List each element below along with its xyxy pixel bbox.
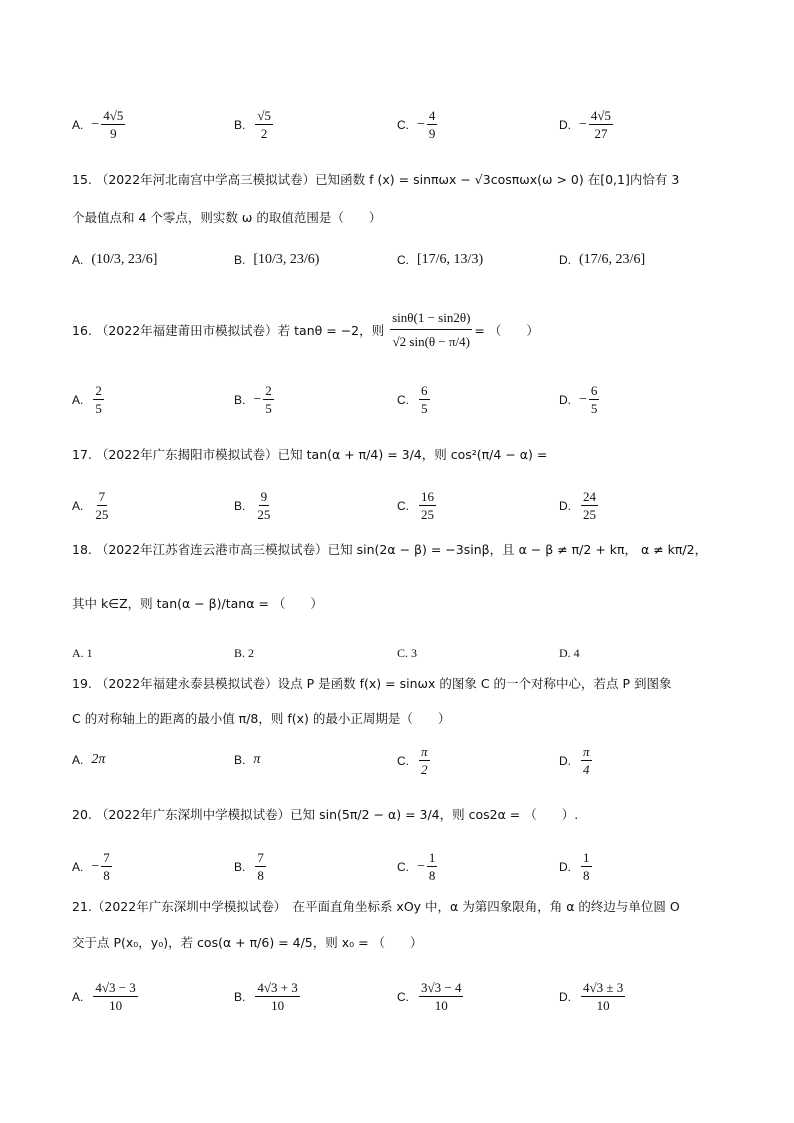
q14-option-b[interactable] <box>234 108 275 141</box>
fraction: $\frac{16}{25}$ <box>421 489 434 522</box>
fraction: $\frac{3√3 - 4}{10}$ <box>421 980 462 1013</box>
option-label: D. <box>559 498 571 513</box>
q20-option-c[interactable]: C. − $\frac{1}{8}$ <box>397 850 436 883</box>
option-label: D. <box>559 392 571 407</box>
q14-option-d[interactable]: D. − $\frac{4√5}{27}$ <box>559 108 612 141</box>
q21-option-a[interactable] <box>72 980 140 1013</box>
fraction: $\frac{4√5}{9}$ <box>103 108 124 141</box>
q15-stem-line2: 个最值点和 4 个零点，则实数 ω 的取值范围是（ ） <box>72 210 382 225</box>
fraction: $\frac{9}{25}$ <box>257 489 271 522</box>
q15-option-c[interactable]: C. [17/6, 13/3) <box>397 252 484 267</box>
q19-option-b[interactable]: B. π <box>234 752 261 767</box>
q17-option-a[interactable] <box>72 489 112 522</box>
q14-option-c[interactable]: C. − $\frac{4}{9}$ <box>397 108 436 141</box>
fraction: $\frac{7}{25}$ <box>95 489 109 522</box>
q18-option-c[interactable]: C. 3 <box>397 646 418 660</box>
fraction: $\frac{4√3 - 3}{10}$ <box>95 980 136 1013</box>
option-label: B. <box>234 253 246 267</box>
q20-option-b[interactable] <box>234 850 268 883</box>
q19-option-d[interactable] <box>559 744 594 777</box>
option-label: C. <box>397 989 409 1004</box>
q21-stem-line2: 交于点 P(x₀，y₀)，若 cos(α + π/6) = 4/5，则 x₀ = （ ） <box>72 935 423 950</box>
option-label: B. <box>234 392 246 407</box>
q19-option-c[interactable] <box>397 744 432 777</box>
option-label: C. <box>397 753 409 768</box>
option-label: D. <box>559 253 571 267</box>
q15-option-a[interactable]: A. (10/3, 23/6] <box>72 252 158 267</box>
fraction: $\frac{\pi}{4}$ <box>583 744 590 777</box>
fraction: $\frac{7}{8}$ <box>103 850 110 883</box>
option-label: D. <box>559 753 571 768</box>
q18-stem-line1: 18. （2022年江苏省连云港市高三模拟试卷）已知 sin(2α − β) = −3sinβ，且 α − β ≠ π/2 + kπ， α ≠ kπ/2， <box>72 542 708 557</box>
q19-stem-line1: 19. （2022年福建永泰县模拟试卷）设点 P 是函数 f(x) = sinωx 的图象 C 的一个对称中心，若点 P 到图象 <box>72 676 672 691</box>
q16-option-d[interactable]: D. − $\frac{6}{5}$ <box>559 383 598 416</box>
option-label: A. <box>72 392 84 407</box>
option-label: D. <box>559 989 571 1004</box>
fraction: $\frac{2}{5}$ <box>95 383 102 416</box>
fraction: $\frac{1}{8}$ <box>583 850 590 883</box>
q15-stem-line1: 15. （2022年河北南宫中学高三模拟试卷）已知函数 f (x) = sinπωx − √3cosπωx(ω > 0) 在[0,1]内恰有 3 <box>72 172 680 187</box>
option-label: A. <box>72 253 84 267</box>
option-label: B. <box>234 859 246 874</box>
q20-option-a[interactable]: A. − $\frac{7}{8}$ <box>72 850 110 883</box>
q20-stem: 20. （2022年广东深圳中学模拟试卷）已知 sin(5π/2 − α) = 3/4，则 cos2α = （ ）. <box>72 807 579 822</box>
fraction: $\frac{7}{8}$ <box>257 850 264 883</box>
option-label: A. <box>72 117 84 132</box>
option-label: A. <box>72 989 84 1004</box>
option-label: B. <box>234 989 246 1004</box>
q16-stem: 16. （2022年福建莆田市模拟试卷）若 tanθ = −2，则 $\frac{\sin\theta(1 - \sin 2\theta)}{√2 \sin(\theta - \pi/4)}$ = （ ） <box>72 310 539 349</box>
option-label: A. <box>72 859 84 874</box>
fraction: $\frac{6}{5}$ <box>590 383 598 416</box>
q17-option-c[interactable] <box>397 489 438 522</box>
q16-expression: $\frac{\sin\theta(1 - \sin 2\theta)}{√2 \sin(\theta - \pi/4)}$ <box>392 310 471 349</box>
q14-option-a[interactable]: A. − $\frac{4√5}{9}$ <box>72 108 124 141</box>
q19-option-a[interactable]: A. 2π <box>72 752 106 767</box>
fraction: $\frac{√5}{2}$ <box>257 108 271 141</box>
fraction: $\frac{4}{9}$ <box>428 108 436 141</box>
q17-stem: 17. （2022年广东揭阳市模拟试卷）已知 tan(α + π/4) = 3/4，则 cos²(π/4 − α) = <box>72 447 548 462</box>
q15-option-b[interactable]: B. [10/3, 23/6) <box>234 252 320 267</box>
q21-stem-line1: 21.（2022年广东深圳中学模拟试卷） 在平面直角坐标系 xOy 中，α 为第四象限角，角 α 的终边与单位圆 O <box>72 899 680 914</box>
fraction: $\frac{\pi}{2}$ <box>421 744 428 777</box>
option-label: C. <box>397 392 409 407</box>
fraction: $\frac{2}{5}$ <box>265 383 272 416</box>
option-label: A. <box>72 498 84 513</box>
q15-option-d[interactable]: D. (17/6, 23/6] <box>559 252 646 267</box>
fraction: $\frac{4√3 + 3}{10}$ <box>257 980 298 1013</box>
q18-option-a[interactable]: A. 1 <box>72 646 93 660</box>
fraction: $\frac{24}{25}$ <box>583 489 596 522</box>
q21-option-d[interactable] <box>559 980 627 1013</box>
q21-option-b[interactable] <box>234 980 302 1013</box>
option-label: D. <box>559 117 571 132</box>
option-label: A. <box>72 753 84 767</box>
q18-stem-line2: 其中 k∈Z，则 tan(α − β)/tanα = （ ） <box>72 596 323 611</box>
q17-option-d[interactable] <box>559 489 600 522</box>
option-label: C. <box>397 253 409 267</box>
option-label: C. <box>397 859 409 874</box>
q16-option-a[interactable] <box>72 383 106 416</box>
q17-option-b[interactable] <box>234 489 274 522</box>
option-label: B. <box>234 117 246 132</box>
q20-option-d[interactable] <box>559 850 594 883</box>
q16-option-c[interactable] <box>397 383 432 416</box>
fraction: $\frac{4√5}{27}$ <box>590 108 612 141</box>
fraction: $\frac{6}{5}$ <box>421 383 428 416</box>
q21-option-c[interactable] <box>397 980 465 1013</box>
q18-option-d[interactable]: D. 4 <box>559 646 580 660</box>
option-label: D. <box>559 859 571 874</box>
q19-stem-line2: C 的对称轴上的距离的最小值 π/8，则 f(x) 的最小正周期是（ ） <box>72 711 451 726</box>
fraction: $\frac{4√3 \pm 3}{10}$ <box>583 980 624 1013</box>
option-label: C. <box>397 498 409 513</box>
option-label: B. <box>234 498 246 513</box>
option-label: B. <box>234 753 246 767</box>
q16-option-b[interactable]: B. − $\frac{2}{5}$ <box>234 383 272 416</box>
q18-option-b[interactable]: B. 2 <box>234 646 255 660</box>
fraction: $\frac{1}{8}$ <box>428 850 436 883</box>
option-label: C. <box>397 117 409 132</box>
